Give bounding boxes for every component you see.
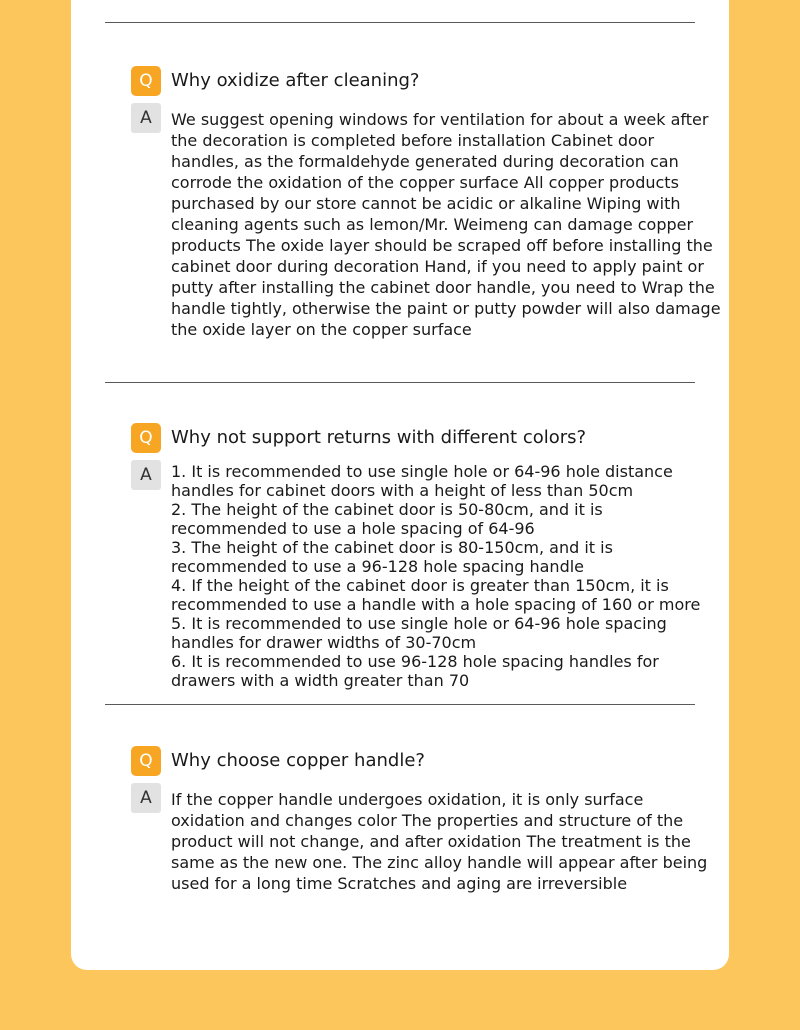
answer-badge: A: [131, 103, 161, 133]
answer-badge: A: [131, 460, 161, 490]
answer-row: [131, 462, 721, 690]
answer-line: 5. It is recommended to use single hole or 64-96 hole spacing handles for drawer widths of 30-70cm: [171, 614, 667, 652]
question-badge: Q: [131, 423, 161, 453]
answer-line: 4. If the height of the cabinet door is greater than 150cm, it is recommended to use a handle with a hole spacing of 160 or more: [171, 576, 701, 614]
question-text: Why not support returns with different colors?: [171, 427, 587, 448]
question-badge: Q: [131, 66, 161, 96]
answer-line: 6. It is recommended to use 96-128 hole spacing handles for drawers with a width greater than 70: [171, 652, 659, 690]
answer-line: 3. The height of the cabinet door is 80-150cm, and it is recommended to use a 96-128 hole spacing handle: [171, 538, 613, 576]
question-row: [131, 423, 721, 453]
answer-text: If the copper handle undergoes oxidation, it is only surface oxidation and changes color The properties and structure of the product will not change, and after oxidation The treatment is the same as the new one. The zinc alloy handle will appear after being used for a long time Scratches and aging are irreversible: [171, 790, 708, 893]
divider: [105, 704, 695, 705]
question-row: [131, 746, 721, 776]
question-text: Why oxidize after cleaning?: [171, 70, 420, 91]
divider: [105, 382, 695, 383]
question-badge: Q: [131, 746, 161, 776]
faq-item-colors: [131, 423, 721, 690]
divider: [105, 22, 695, 23]
answer-badge: A: [131, 783, 161, 813]
question-row: [131, 66, 721, 96]
answer-line: 2. The height of the cabinet door is 50-80cm, and it is recommended to use a hole spacing of 64-96: [171, 500, 603, 538]
answer-row: [131, 109, 721, 340]
faq-item-oxidize: [131, 66, 721, 340]
question-text: Why choose copper handle?: [171, 750, 425, 771]
answer-row: [131, 789, 721, 894]
answer-line: 1. It is recommended to use single hole or 64-96 hole distance handles for cabinet doors with a height of less than 50cm: [171, 462, 673, 500]
faq-item-copper: [131, 746, 721, 894]
answer-text: We suggest opening windows for ventilation for about a week after the decoration is completed before installation Cabinet door handles, as the formaldehyde generated during decoration can corrode the oxidation of the copper surface All copper products purchased by our store cannot be acidic or alkaline Wiping with cleaning agents such as lemon/Mr. Weimeng can damage copper products The oxide layer should be scraped off before installing the cabinet door during decoration Hand, if you need to apply paint or putty after installing the cabinet door handle, you need to Wrap the handle tightly, otherwise the paint or putty powder will also damage the oxide layer on the copper surface: [171, 110, 721, 339]
